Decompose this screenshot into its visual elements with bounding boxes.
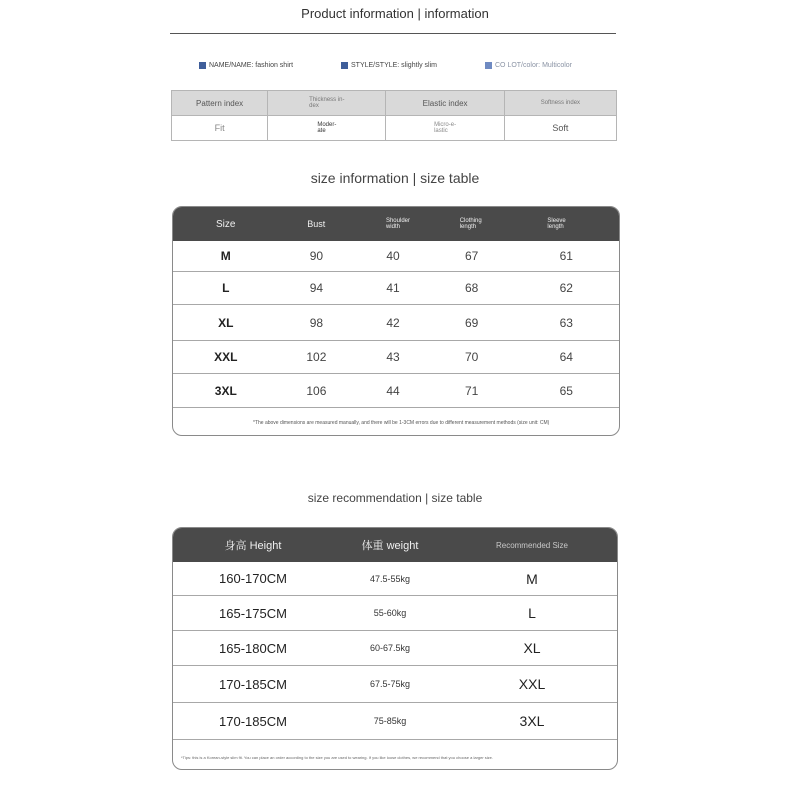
recommend-header-cell: Recommended Size [495,540,569,550]
index-value-cell [268,116,386,141]
index-value-cell: Fit [172,116,268,141]
product-info-title: Product information | information [301,6,489,21]
index-header-cell: Softness index [504,91,616,116]
recommend-table-row [173,631,617,666]
attribute-color-label: CO LOT/color: Multicolor [495,62,573,69]
index-header-cell: Elastic index [386,91,504,116]
recommended-size-cell: XL [523,640,541,656]
index-value-text: Moder- ate [317,122,337,134]
size-header-cell: Size [215,218,236,230]
size-table-row [173,305,619,341]
size-value-cell: 71 [464,383,479,398]
recommended-size-cell: XXL [518,676,546,692]
recommend-table-card [172,527,618,770]
size-label-cell: XL [218,315,234,330]
recommend-table-header [173,528,617,562]
size-value-cell: 90 [309,249,324,263]
attribute-name [199,62,293,69]
height-range-cell: 170-185CM [219,713,287,729]
weight-range-cell: 60-67.5kg [369,643,411,653]
recommend-header-cell: 身高 Height [224,540,282,552]
size-table-header [173,207,619,241]
size-value-cell: 102 [306,350,327,364]
index-value-cell: Soft [504,116,616,141]
recommend-table-body [173,562,617,740]
size-value-cell: 41 [386,281,400,295]
size-value-cell: 61 [559,249,573,263]
size-value-cell: 44 [386,383,400,398]
size-value-cell: 68 [464,281,479,295]
recommend-note-row [173,740,617,770]
recommended-size-cell: L [528,605,536,621]
size-table-row [173,241,619,272]
recommended-size-cell: 3XL [519,713,545,729]
weight-range-cell: 67.5-75kg [369,679,411,689]
weight-range-cell: 55-60kg [373,608,407,618]
attribute-name-label: NAME/NAME: fashion shirt [209,62,294,69]
weight-range-cell: 75-85kg [373,716,407,726]
size-label-cell: 3XL [214,383,237,398]
size-note: *The above dimensions are measured manually, and there will be 1-3CM errors due to different measurement methods (size unit: CM) [253,420,550,426]
size-value-cell: 69 [464,315,479,330]
index-header-row [172,91,617,116]
size-value-cell: 67 [464,249,479,263]
size-table-row [173,341,619,374]
title-divider [170,33,616,34]
size-info-title: size information | size table [310,170,480,186]
recommend-table-row [173,703,617,740]
product-index-table [171,90,617,141]
index-header-cell [268,91,386,116]
index-header-cell: Pattern index [172,91,268,116]
size-value-cell: 63 [559,315,573,330]
size-table-body [173,241,619,408]
recommend-header-cell: 体重 weight [361,540,419,552]
attribute-style-label: STYLE/STYLE: slightly slim [351,62,437,69]
bullet-square-icon [199,62,206,69]
attribute-color [485,62,572,69]
height-range-cell: 165-175CM [219,605,287,621]
height-range-cell: 160-170CM [219,571,287,586]
size-label-cell: XXL [214,350,238,364]
size-table-row [173,374,619,408]
size-value-cell: 98 [309,315,324,330]
size-value-cell: 40 [386,249,400,263]
index-value-cell [386,116,504,141]
weight-range-cell: 47.5-55kg [369,573,411,584]
size-value-cell: 43 [386,350,400,364]
size-value-cell: 94 [309,281,324,295]
bullet-square-icon [341,62,348,69]
size-note-row [173,408,619,436]
size-value-cell: 65 [559,383,573,398]
recommend-table-row [173,666,617,703]
recommend-table-row [173,596,617,631]
size-value-cell: 64 [559,350,573,364]
attribute-style [341,62,437,69]
size-table-card [172,206,620,436]
size-label-cell: M [220,249,231,263]
size-table-row [173,272,619,305]
size-value-cell: 106 [306,383,327,398]
index-value-text: Micro-e- lastic [434,122,457,134]
size-header-cell: Clothing length [459,218,482,230]
size-value-cell: 62 [559,281,573,295]
size-value-cell: 42 [386,315,400,330]
height-range-cell: 165-180CM [219,640,287,656]
size-label-cell: L [222,281,230,295]
size-header-cell: Sleeve length [547,218,566,230]
index-value-row [172,116,617,141]
size-header-cell: Shoulder width [385,218,410,230]
recommend-table-row [173,562,617,596]
height-range-cell: 170-185CM [219,676,287,692]
size-value-cell: 70 [464,350,479,364]
size-header-cell: Bust [307,219,326,229]
bullet-square-icon [485,62,492,69]
size-recommendation-title: size recommendation | size table [307,491,483,505]
index-header-text: Thickness in- dex [309,97,345,109]
recommend-note: *Tips: this is a Korean-style slim fit. You can place an order according to the size you are used to wearing. If you like loose clothes, we recommend that you choose a larger size. [181,754,494,760]
recommended-size-cell: M [526,570,538,587]
